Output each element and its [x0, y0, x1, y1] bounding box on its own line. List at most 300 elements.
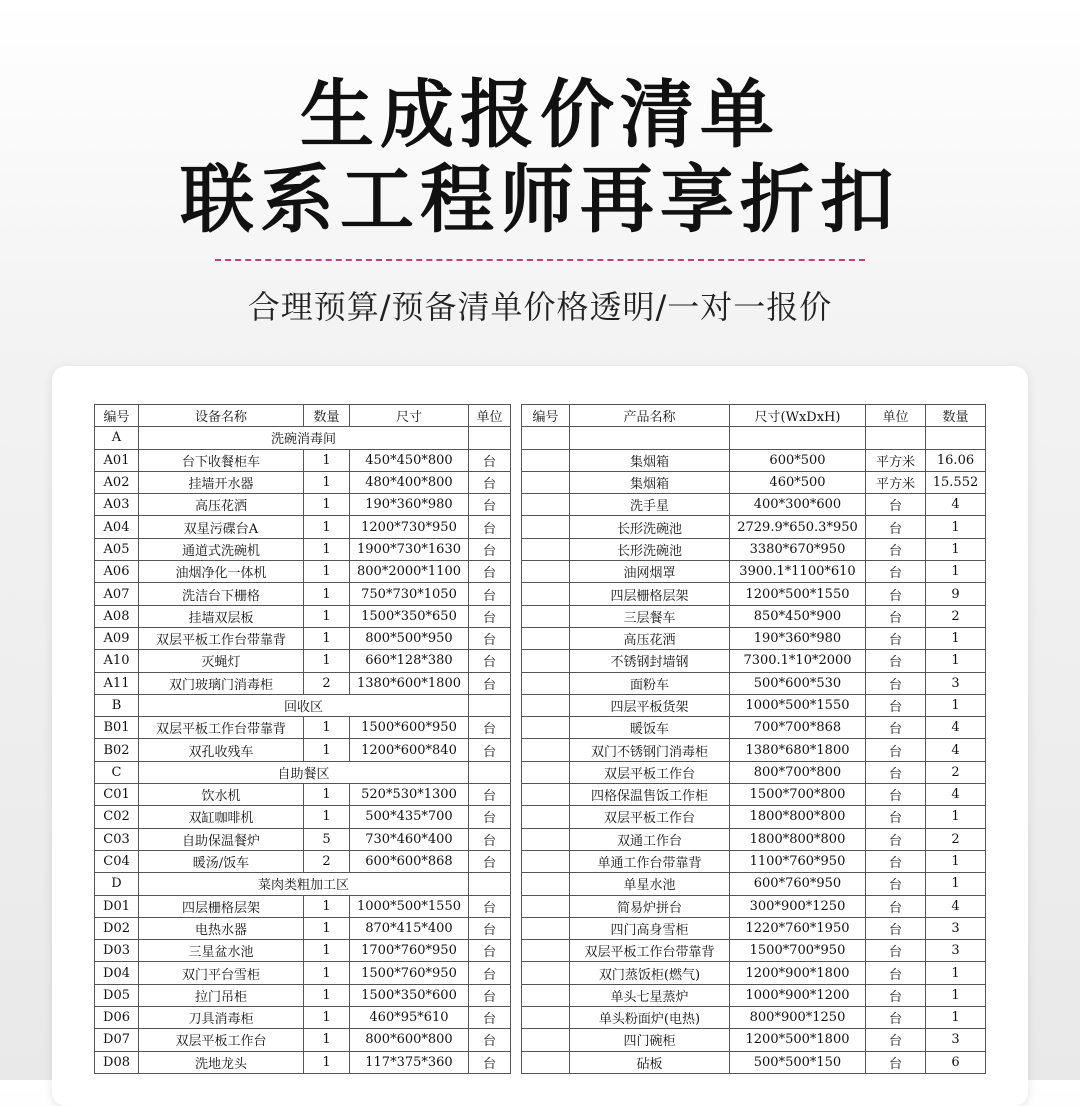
cell-qty: 1 — [926, 561, 986, 583]
cell-qty: 1 — [304, 471, 350, 493]
cell-size: 520*530*1300 — [350, 784, 469, 806]
cell-name: 洗地龙头 — [139, 1051, 304, 1073]
dashed-divider — [215, 259, 865, 261]
cell-unit: 台 — [469, 1007, 511, 1029]
cell-product-name: 双门不锈钢门消毒柜 — [570, 739, 730, 761]
cell-size: 450*450*800 — [350, 449, 469, 471]
cell-size: 1100*760*950 — [730, 850, 866, 872]
cell-qty: 4 — [926, 784, 986, 806]
cell-size — [730, 427, 866, 449]
cell-product-name: 集烟箱 — [570, 471, 730, 493]
table-row — [522, 828, 986, 850]
cell-code: A04 — [95, 516, 139, 538]
cell-name: 刀具消毒柜 — [139, 1007, 304, 1029]
table-row — [95, 850, 511, 872]
cell-size: 500*435*700 — [350, 806, 469, 828]
cell-size: 800*900*1250 — [730, 1007, 866, 1029]
cell-name: 双层平板工作台 — [139, 1029, 304, 1051]
headline-generate-quote: 生成报价清单 — [300, 72, 780, 158]
table-row — [522, 627, 986, 649]
cell-name: 双孔收残车 — [139, 739, 304, 761]
cell-code — [522, 516, 570, 538]
cell-unit: 台 — [469, 538, 511, 560]
table-row — [522, 538, 986, 560]
cell-size: 1500*350*650 — [350, 605, 469, 627]
table-row — [522, 650, 986, 672]
cell-product-name: 四层栅格层架 — [570, 583, 730, 605]
cell-product-name: 不锈钢封墙钢 — [570, 650, 730, 672]
cell-code: C03 — [95, 828, 139, 850]
cell-unit: 台 — [469, 984, 511, 1006]
cell-name: 自助保温餐炉 — [139, 828, 304, 850]
equipment-table-left — [94, 404, 511, 1074]
cell-code — [522, 1007, 570, 1029]
cell-unit: 台 — [469, 739, 511, 761]
cell-code: A01 — [95, 449, 139, 471]
cell-code: A03 — [95, 494, 139, 516]
cell-unit: 台 — [469, 828, 511, 850]
cell-code: C02 — [95, 806, 139, 828]
cell-unit: 平方米 — [866, 449, 926, 471]
cell-code: D02 — [95, 917, 139, 939]
cell-product-name: 单头七星蒸炉 — [570, 984, 730, 1006]
table-row — [522, 605, 986, 627]
cell-size: 460*95*610 — [350, 1007, 469, 1029]
cell-code — [522, 873, 570, 895]
cell-qty: 1 — [304, 516, 350, 538]
section-code: C — [95, 761, 139, 783]
col-header-unit: 单位 — [866, 405, 926, 427]
cell-product-name: 双层平板工作台 — [570, 761, 730, 783]
cell-qty: 1 — [926, 962, 986, 984]
cell-code — [522, 940, 570, 962]
cell-product-name — [570, 427, 730, 449]
cell-code — [522, 583, 570, 605]
cell-qty: 1 — [926, 516, 986, 538]
table-row — [522, 694, 986, 716]
cell-size: 1200*730*950 — [350, 516, 469, 538]
cell-unit: 台 — [866, 761, 926, 783]
cell-size: 1800*800*800 — [730, 806, 866, 828]
cell-code: A02 — [95, 471, 139, 493]
cell-qty: 1 — [926, 873, 986, 895]
cell-qty: 1 — [926, 1007, 986, 1029]
cell-unit: 台 — [866, 561, 926, 583]
cell-code — [522, 806, 570, 828]
cell-product-name: 三层餐车 — [570, 605, 730, 627]
cell-size: 1380*680*1800 — [730, 739, 866, 761]
cell-name: 洗洁台下栅格 — [139, 583, 304, 605]
cell-unit: 台 — [866, 583, 926, 605]
cell-code — [522, 717, 570, 739]
cell-unit: 台 — [866, 694, 926, 716]
cell-name: 四层栅格层架 — [139, 895, 304, 917]
cell-qty: 1 — [304, 806, 350, 828]
col-header-unit: 单位 — [469, 405, 511, 427]
cell-code — [522, 917, 570, 939]
cell-product-name: 双层平板工作台 — [570, 806, 730, 828]
table-header-row — [95, 405, 511, 427]
cell-unit: 台 — [469, 583, 511, 605]
cell-unit: 台 — [866, 962, 926, 984]
cell-name: 双星污碟台A — [139, 516, 304, 538]
cell-qty: 1 — [304, 1051, 350, 1073]
cell-qty: 1 — [304, 538, 350, 560]
cell-code: D01 — [95, 895, 139, 917]
cell-unit: 台 — [866, 873, 926, 895]
cell-product-name: 四门高身雪柜 — [570, 917, 730, 939]
cell-size: 480*400*800 — [350, 471, 469, 493]
col-header-product-name: 产品名称 — [570, 405, 730, 427]
table-row — [95, 672, 511, 694]
col-header-qty: 数量 — [304, 405, 350, 427]
cell-name: 暖汤/饭车 — [139, 850, 304, 872]
equipment-table-right — [521, 404, 986, 1074]
cell-qty: 1 — [304, 962, 350, 984]
cell-unit: 台 — [469, 449, 511, 471]
cell-name: 双层平板工作台带靠背 — [139, 717, 304, 739]
table-row — [522, 717, 986, 739]
section-code: B — [95, 694, 139, 716]
cell-qty: 2 — [304, 850, 350, 872]
cell-code — [522, 650, 570, 672]
table-row — [522, 962, 986, 984]
cell-size: 1000*500*1550 — [350, 895, 469, 917]
cell-size: 1200*500*1800 — [730, 1029, 866, 1051]
cell-code: A09 — [95, 627, 139, 649]
cell-size: 1500*350*600 — [350, 984, 469, 1006]
table-row — [522, 449, 986, 471]
table-row — [95, 784, 511, 806]
table-row — [522, 784, 986, 806]
cell-size: 1800*800*800 — [730, 828, 866, 850]
table-row — [95, 984, 511, 1006]
cell-qty: 2 — [926, 761, 986, 783]
cell-qty: 1 — [926, 538, 986, 560]
cell-name: 电热水器 — [139, 917, 304, 939]
cell-code — [522, 761, 570, 783]
cell-unit: 台 — [866, 828, 926, 850]
cell-unit: 台 — [469, 1051, 511, 1073]
cell-qty: 3 — [926, 1029, 986, 1051]
section-code: A — [95, 427, 139, 449]
table-row — [522, 471, 986, 493]
cell-qty: 1 — [304, 940, 350, 962]
col-header-code: 编号 — [522, 405, 570, 427]
table-row — [95, 828, 511, 850]
cell-qty: 1 — [926, 627, 986, 649]
cell-unit: 台 — [469, 471, 511, 493]
cell-size: 1500*760*950 — [350, 962, 469, 984]
cell-code: A05 — [95, 538, 139, 560]
cell-code — [522, 694, 570, 716]
col-header-size: 尺寸 — [350, 405, 469, 427]
table-row — [95, 561, 511, 583]
cell-size: 1220*760*1950 — [730, 917, 866, 939]
cell-unit: 台 — [469, 917, 511, 939]
cell-unit: 台 — [866, 850, 926, 872]
cell-unit: 台 — [469, 784, 511, 806]
table-row — [95, 1007, 511, 1029]
cell-name: 饮水机 — [139, 784, 304, 806]
table-row — [522, 984, 986, 1006]
cell-unit: 台 — [469, 1029, 511, 1051]
cell-qty: 1 — [304, 717, 350, 739]
table-row — [95, 583, 511, 605]
table-row — [522, 516, 986, 538]
col-header-qty: 数量 — [926, 405, 986, 427]
table-row — [95, 806, 511, 828]
table-row — [522, 917, 986, 939]
cell-product-name: 四格保温售饭工作柜 — [570, 784, 730, 806]
col-header-name: 设备名称 — [139, 405, 304, 427]
cell-size: 2729.9*650.3*950 — [730, 516, 866, 538]
cell-size: 660*128*380 — [350, 650, 469, 672]
cell-product-name: 砧板 — [570, 1051, 730, 1073]
cell-qty: 1 — [926, 850, 986, 872]
table-row — [95, 1051, 511, 1073]
cell-qty: 4 — [926, 895, 986, 917]
cell-name: 挂墙双层板 — [139, 605, 304, 627]
table-row — [522, 1051, 986, 1073]
cell-unit: 台 — [866, 984, 926, 1006]
cell-name: 挂墙开水器 — [139, 471, 304, 493]
section-name: 回收区 — [139, 694, 469, 716]
cell-unit: 台 — [469, 561, 511, 583]
cell-unit: 台 — [469, 672, 511, 694]
table-row — [522, 895, 986, 917]
section-name: 洗碗消毒间 — [139, 427, 469, 449]
col-header-size: 尺寸(WxDxH) — [730, 405, 866, 427]
cell-name: 灭蝇灯 — [139, 650, 304, 672]
cell-size: 400*300*600 — [730, 494, 866, 516]
cell-qty: 1 — [304, 583, 350, 605]
empty-cell — [469, 427, 511, 449]
cell-code: A06 — [95, 561, 139, 583]
empty-cell — [469, 761, 511, 783]
cell-name: 拉门吊柜 — [139, 984, 304, 1006]
cell-qty: 1 — [304, 605, 350, 627]
cell-product-name: 集烟箱 — [570, 449, 730, 471]
cell-product-name: 双层平板工作台带靠背 — [570, 940, 730, 962]
cell-unit: 台 — [469, 850, 511, 872]
cell-qty: 2 — [304, 672, 350, 694]
table-row — [95, 449, 511, 471]
cell-code — [522, 672, 570, 694]
cell-product-name: 四门碗柜 — [570, 1029, 730, 1051]
table-row — [522, 494, 986, 516]
cell-size: 1000*500*1550 — [730, 694, 866, 716]
cell-unit: 台 — [866, 1051, 926, 1073]
cell-code: D05 — [95, 984, 139, 1006]
table-row — [95, 605, 511, 627]
table-row — [522, 873, 986, 895]
cell-unit: 台 — [866, 672, 926, 694]
table-row — [95, 739, 511, 761]
cell-size: 600*760*950 — [730, 873, 866, 895]
cell-code: D07 — [95, 1029, 139, 1051]
cell-product-name: 洗手星 — [570, 494, 730, 516]
cell-size: 1200*900*1800 — [730, 962, 866, 984]
cell-qty: 4 — [926, 494, 986, 516]
cell-size: 1900*730*1630 — [350, 538, 469, 560]
cell-code — [522, 962, 570, 984]
cell-code — [522, 1029, 570, 1051]
cell-unit: 台 — [866, 627, 926, 649]
cell-product-name: 简易炉拼台 — [570, 895, 730, 917]
cell-code — [522, 561, 570, 583]
cell-unit: 台 — [866, 739, 926, 761]
cell-unit: 台 — [866, 940, 926, 962]
cell-code: D04 — [95, 962, 139, 984]
cell-qty: 15.552 — [926, 471, 986, 493]
cell-qty: 1 — [304, 1029, 350, 1051]
cell-product-name: 双门蒸饭柜(燃气) — [570, 962, 730, 984]
cell-qty: 4 — [926, 739, 986, 761]
cell-code — [522, 784, 570, 806]
cell-size: 1500*600*950 — [350, 717, 469, 739]
cell-unit: 台 — [469, 627, 511, 649]
cell-unit — [866, 427, 926, 449]
cell-size: 1200*600*840 — [350, 739, 469, 761]
cell-qty: 1 — [926, 806, 986, 828]
table-row — [522, 940, 986, 962]
cell-code: A11 — [95, 672, 139, 694]
cell-size: 600*500 — [730, 449, 866, 471]
cell-code — [522, 1051, 570, 1073]
cell-unit: 台 — [469, 516, 511, 538]
cell-size: 300*900*1250 — [730, 895, 866, 917]
table-row — [522, 427, 986, 449]
cell-code — [522, 984, 570, 1006]
cell-code: D08 — [95, 1051, 139, 1073]
cell-size: 750*730*1050 — [350, 583, 469, 605]
cell-unit: 台 — [469, 806, 511, 828]
cell-size: 117*375*360 — [350, 1051, 469, 1073]
cell-size: 3900.1*1100*610 — [730, 561, 866, 583]
section-row — [95, 427, 511, 449]
cell-unit: 台 — [866, 538, 926, 560]
cell-size: 1500*700*800 — [730, 784, 866, 806]
table-row — [522, 1029, 986, 1051]
cell-qty: 1 — [926, 650, 986, 672]
cell-code — [522, 494, 570, 516]
empty-cell — [469, 873, 511, 895]
cell-qty: 4 — [926, 717, 986, 739]
cell-name: 双缸咖啡机 — [139, 806, 304, 828]
cell-size: 1200*500*1550 — [730, 583, 866, 605]
cell-code: B01 — [95, 717, 139, 739]
cell-qty: 1 — [304, 650, 350, 672]
cell-product-name: 油网烟罩 — [570, 561, 730, 583]
cell-size: 800*600*800 — [350, 1029, 469, 1051]
cell-code: C04 — [95, 850, 139, 872]
cell-unit: 台 — [469, 940, 511, 962]
subtitle: 合理预算/预备清单价格透明/一对一报价 — [247, 288, 833, 326]
section-name: 菜肉类粗加工区 — [139, 873, 469, 895]
cell-unit: 台 — [469, 650, 511, 672]
cell-size: 600*600*868 — [350, 850, 469, 872]
cell-qty: 3 — [926, 672, 986, 694]
cell-unit: 台 — [866, 717, 926, 739]
cell-code — [522, 850, 570, 872]
cell-unit: 台 — [866, 1007, 926, 1029]
cell-code — [522, 538, 570, 560]
cell-product-name: 长形洗碗池 — [570, 538, 730, 560]
cell-qty: 1 — [304, 739, 350, 761]
table-row — [522, 761, 986, 783]
table-row — [95, 717, 511, 739]
cell-name: 高压花洒 — [139, 494, 304, 516]
cell-unit: 台 — [469, 895, 511, 917]
cell-product-name: 面粉车 — [570, 672, 730, 694]
cell-qty: 1 — [304, 494, 350, 516]
headline-contact-engineer: 联系工程师再享折扣 — [180, 157, 900, 243]
cell-code: D03 — [95, 940, 139, 962]
section-row — [95, 694, 511, 716]
cell-code: A10 — [95, 650, 139, 672]
cell-product-name: 四层平板货架 — [570, 694, 730, 716]
cell-code: A07 — [95, 583, 139, 605]
cell-name: 台下收餐柜车 — [139, 449, 304, 471]
cell-code — [522, 828, 570, 850]
cell-size: 800*500*950 — [350, 627, 469, 649]
table-row — [522, 806, 986, 828]
cell-unit: 台 — [469, 717, 511, 739]
section-code: D — [95, 873, 139, 895]
table-row — [95, 1029, 511, 1051]
table-row — [522, 850, 986, 872]
cell-qty: 2 — [926, 828, 986, 850]
cell-qty: 5 — [304, 828, 350, 850]
cell-name: 油烟净化一体机 — [139, 561, 304, 583]
cell-qty: 9 — [926, 583, 986, 605]
cell-size: 730*460*400 — [350, 828, 469, 850]
cell-name: 双门玻璃门消毒柜 — [139, 672, 304, 694]
cell-code: B02 — [95, 739, 139, 761]
cell-unit: 台 — [469, 962, 511, 984]
table-row — [95, 516, 511, 538]
cell-code: A08 — [95, 605, 139, 627]
cell-size: 500*600*530 — [730, 672, 866, 694]
table-header-row — [522, 405, 986, 427]
cell-size: 1000*900*1200 — [730, 984, 866, 1006]
cell-qty: 1 — [304, 784, 350, 806]
section-name: 自助餐区 — [139, 761, 469, 783]
cell-qty: 3 — [926, 917, 986, 939]
cell-unit: 平方米 — [866, 471, 926, 493]
cell-unit: 台 — [469, 605, 511, 627]
table-row — [95, 895, 511, 917]
table-row — [95, 494, 511, 516]
cell-product-name: 单头粉面炉(电热) — [570, 1007, 730, 1029]
cell-size: 7300.1*10*2000 — [730, 650, 866, 672]
cell-qty: 1 — [304, 984, 350, 1006]
cell-name: 双层平板工作台带靠背 — [139, 627, 304, 649]
cell-code — [522, 895, 570, 917]
empty-cell — [469, 694, 511, 716]
table-row — [95, 538, 511, 560]
cell-size: 1500*700*950 — [730, 940, 866, 962]
cell-unit: 台 — [866, 605, 926, 627]
cell-qty: 2 — [926, 605, 986, 627]
cell-unit: 台 — [866, 806, 926, 828]
cell-size: 1700*760*950 — [350, 940, 469, 962]
table-row — [522, 583, 986, 605]
cell-code — [522, 427, 570, 449]
cell-unit: 台 — [866, 516, 926, 538]
cell-product-name: 双通工作台 — [570, 828, 730, 850]
